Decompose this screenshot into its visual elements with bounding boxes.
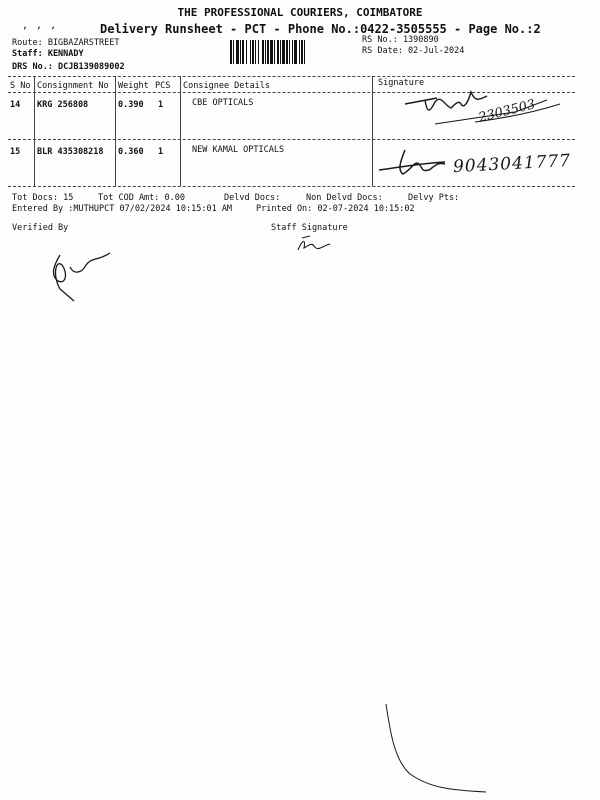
- entered-by: Entered By :MUTHUPCT 07/02/2024 10:15:01 AM: [12, 204, 233, 214]
- column-header-consignment: Consignment No: [37, 81, 109, 91]
- barcode-bar: [270, 40, 273, 64]
- barcode-bar: [282, 40, 285, 64]
- header-marks: ‚ ‚ ‚: [22, 20, 58, 31]
- column-header-consignee: Consignee Details: [183, 81, 270, 91]
- staff-label: Staff: KENNADY: [12, 49, 84, 59]
- col-divider: [180, 76, 181, 186]
- rs-number: RS No.: 1390890: [362, 35, 439, 45]
- signature-row-14: [375, 82, 575, 142]
- barcode-bar: [292, 40, 293, 64]
- barcode-bar: [246, 40, 247, 64]
- barcode-bar: [299, 40, 300, 64]
- barcode-bar: [304, 40, 305, 64]
- barcode-bar: [277, 40, 279, 64]
- staff-signature-label: Staff Signature: [271, 223, 348, 233]
- pen-mark: [380, 700, 490, 795]
- column-header-signature: Signature: [378, 78, 425, 88]
- runsheet-title: Delivery Runsheet - PCT - Phone No.:0422-3505555 - Page No.:2: [100, 22, 541, 36]
- verified-by-label: Verified By: [12, 223, 69, 233]
- col-divider: [372, 76, 373, 186]
- row-consignment: BLR 435308218: [37, 147, 104, 157]
- col-divider: [115, 76, 116, 186]
- barcode-bar: [274, 40, 275, 64]
- barcode-bar: [230, 40, 232, 64]
- barcode-bar: [242, 40, 244, 64]
- barcode-bar: [258, 40, 259, 64]
- row-pcs: 1: [158, 100, 164, 110]
- barcode-bar: [240, 40, 241, 64]
- barcode-bar: [286, 40, 288, 64]
- signature-row-15: [375, 140, 465, 185]
- verified-signature-scribble: [40, 245, 120, 310]
- col-divider: [34, 76, 35, 186]
- delivery-points: Delvy Pts:: [408, 193, 460, 203]
- total-cod-amount: Tot COD Amt: 0.00: [98, 193, 185, 203]
- barcode-bar: [262, 40, 264, 64]
- barcode-bar: [280, 40, 281, 64]
- row-handwritten-number: 2303503: [477, 97, 537, 126]
- row-consignee: CBE OPTICALS: [192, 98, 254, 108]
- barcode-bar: [265, 40, 266, 64]
- delivered-docs: Delvd Docs:: [224, 193, 281, 203]
- company-title: THE PROFESSIONAL COURIERS, COIMBATORE: [177, 6, 423, 19]
- barcode-bar: [301, 40, 303, 64]
- column-header-sno: S No: [10, 81, 31, 91]
- barcode-bar: [267, 40, 269, 64]
- column-header-weight: Weight: [118, 81, 149, 91]
- non-delivered-docs: Non Delvd Docs:: [306, 193, 383, 203]
- route-label: Route: BIGBAZARSTREET: [12, 38, 120, 48]
- staff-signature-scribble: [290, 230, 340, 260]
- row-weight: 0.390: [118, 100, 144, 110]
- barcode-bar: [250, 40, 251, 64]
- barcode-bar: [294, 40, 297, 64]
- total-docs: Tot Docs: 15: [12, 193, 74, 203]
- drs-number: DRS No.: DCJB139089002: [12, 62, 125, 72]
- table-top-rule: [8, 76, 575, 77]
- barcode-bar: [236, 40, 239, 64]
- row-pcs: 1: [158, 147, 164, 157]
- row-sno: 15: [10, 147, 21, 157]
- barcode-bar: [289, 40, 290, 64]
- column-header-pcs: PCS: [155, 81, 171, 91]
- barcode: [230, 40, 355, 64]
- barcode-bar: [255, 40, 256, 64]
- row-consignment: KRG 256808: [37, 100, 89, 110]
- barcode-bar: [233, 40, 234, 64]
- row-consignee: NEW KAMAL OPTICALS: [192, 145, 285, 155]
- printed-on: Printed On: 02-07-2024 10:15:02: [256, 204, 415, 214]
- row-handwritten-number: 9043041777: [452, 150, 572, 178]
- row-weight: 0.360: [118, 147, 144, 157]
- rs-date: RS Date: 02-Jul-2024: [362, 46, 465, 56]
- barcode-bar: [252, 40, 254, 64]
- table-bottom-rule: [8, 186, 575, 187]
- row-sno: 14: [10, 100, 21, 110]
